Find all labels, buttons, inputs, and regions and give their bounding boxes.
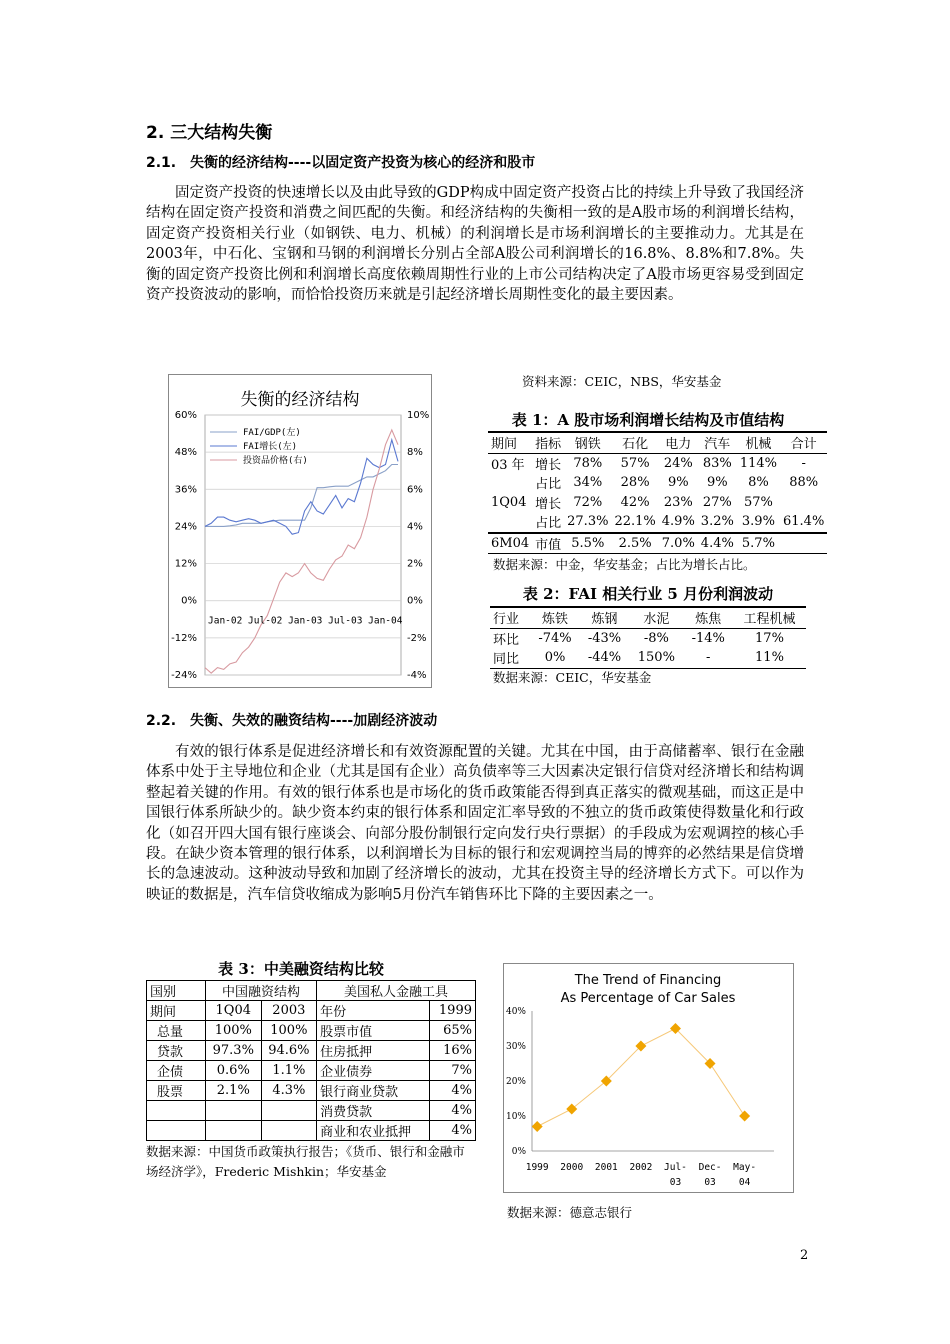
y-axis-tick: 0%	[511, 1147, 526, 1157]
left-axis-tick: 36%	[174, 484, 197, 496]
table3-cell: 1999	[429, 1001, 475, 1021]
table2-cell: 同比	[490, 648, 530, 668]
table3-cell: 65%	[429, 1021, 475, 1041]
table3-cell	[206, 1121, 262, 1141]
table3-cell: 商业和农业抵押	[317, 1121, 430, 1141]
left-axis-tick: 60%	[174, 410, 197, 421]
table2-row	[490, 628, 806, 648]
table3-cell: 4%	[429, 1101, 475, 1121]
table2-cell: -	[684, 648, 733, 668]
table1-cell: 78%	[573, 455, 603, 471]
table1-cell: 占比	[535, 477, 562, 493]
x-axis-tick: 2001	[594, 1162, 618, 1173]
left-axis-tick: 48%	[174, 447, 197, 459]
y-axis-tick: 10%	[505, 1112, 526, 1122]
chart2-source: 数据来源：德意志银行	[507, 1205, 633, 1220]
table1-row	[488, 533, 827, 554]
subsection-number: 2.2.	[146, 713, 177, 729]
table1-cell: 增长	[535, 457, 562, 473]
table2-header-cell: 工程机械	[733, 607, 806, 628]
table1-cell	[488, 512, 532, 533]
table1-cell: 8%	[748, 475, 769, 491]
subsection-title: 失衡的经济结构----以固定资产投资为核心的经济和股市	[190, 155, 536, 171]
table3-row	[147, 1021, 476, 1041]
table3-cell: 总量	[147, 1021, 206, 1041]
right-axis-tick: -2%	[407, 632, 427, 644]
table1-cell: 57%	[743, 494, 773, 510]
table3-cell: 企业债券	[317, 1061, 430, 1081]
table2-cell: 0%	[530, 648, 579, 668]
section-title: 2. 三大结构失衡	[146, 123, 273, 143]
x-axis-tick: 04	[738, 1177, 751, 1188]
table3-cell	[147, 1121, 206, 1141]
table-financing-comparison	[146, 980, 476, 1141]
table1-header-cell: 合计	[780, 432, 827, 453]
table1-cell: 88%	[789, 475, 819, 491]
table3-cell	[206, 1101, 262, 1121]
right-axis-tick: 2%	[407, 558, 423, 570]
series-line	[205, 440, 398, 534]
table2-title: 表 2：FAI 相关行业 5 月份利润波动	[522, 585, 774, 603]
table3-title: 表 3：中美融资结构比较	[218, 960, 384, 978]
table3-cell: 企债	[147, 1061, 206, 1081]
right-axis-tick: 0%	[407, 595, 423, 607]
table3-row	[147, 1101, 476, 1121]
table3-row	[147, 1121, 476, 1141]
table1-cell: 23%	[663, 494, 693, 510]
x-axis-tick: 2000	[560, 1162, 584, 1173]
table3-header-cell: 中国融资结构	[206, 981, 317, 1001]
table3-cell	[261, 1121, 317, 1141]
table3-cell: 2.1%	[206, 1081, 262, 1101]
chart-title-line2: As Percentage of Car Sales	[560, 991, 736, 1006]
table2-cell: 17%	[755, 630, 784, 646]
series-line	[205, 430, 398, 673]
subsection-2-1-heading	[146, 152, 535, 172]
table3-source: 数据来源：中国货币政策执行报告；《货币、银行和金融市场经济学》，Frederic Mishkin；华安基金	[146, 1144, 465, 1179]
table3-header-row	[147, 981, 476, 1001]
x-axis-tick: Dec-	[698, 1162, 722, 1173]
table3-cell: 1.1%	[261, 1061, 317, 1081]
x-axis-tick: 2002	[629, 1162, 653, 1173]
subsection-2-2-heading	[146, 710, 437, 730]
y-axis-tick: 30%	[505, 1042, 526, 1052]
chart-title: 失衡的经济结构	[240, 390, 360, 410]
table1-cell: 27.3%	[567, 514, 609, 530]
table1-cell: 增长	[535, 496, 562, 512]
left-axis-tick: 24%	[174, 521, 197, 533]
left-axis-tick: -12%	[171, 632, 197, 644]
x-axis-tick: 03	[704, 1177, 716, 1188]
x-axis-tick: May-	[733, 1162, 757, 1173]
series-line	[205, 465, 398, 527]
table2-source: 数据来源：CEIC，华安基金	[493, 670, 652, 685]
table1-header-cell: 电力	[659, 432, 698, 453]
legend-label: FAI增长(左)	[243, 442, 298, 452]
left-axis-tick: -24%	[171, 670, 197, 681]
table3-cell: 100%	[206, 1021, 262, 1041]
table1-header-row	[488, 432, 827, 453]
table1-cell: 5.7%	[737, 533, 780, 554]
table1-cell: 2.5%	[611, 533, 658, 554]
table1-cell: 34%	[573, 475, 603, 491]
table3-row	[147, 1041, 476, 1061]
table1-row	[488, 473, 827, 493]
table2-cell: 11%	[733, 648, 806, 668]
right-axis-tick: 4%	[407, 521, 423, 533]
table3-row	[147, 1061, 476, 1081]
table1-cell: 3.2%	[700, 514, 734, 530]
data-point-marker	[532, 1121, 543, 1132]
table2-cell: -74%	[538, 630, 572, 646]
table-fai-profit	[490, 606, 806, 669]
table1-cell	[780, 493, 827, 513]
table1-cell: 28%	[620, 475, 650, 491]
table3-cell: 4.3%	[261, 1081, 317, 1101]
subsection-number: 2.1.	[146, 155, 177, 171]
table-profit-structure	[488, 431, 827, 554]
table1-row	[488, 453, 827, 473]
table2-cell: -44%	[580, 648, 629, 668]
table3-cell: 4%	[429, 1081, 475, 1101]
table1-cell: 03 年	[491, 457, 525, 473]
table3-cell: 住房抵押	[317, 1041, 430, 1061]
x-axis-tick-labels: Jan-02 Jul-02 Jan-03 Jul-03 Jan-04	[208, 615, 403, 627]
table3-period-row	[147, 1001, 476, 1021]
table1-cell: 22.1%	[614, 514, 656, 530]
table1-cell: 57%	[620, 455, 650, 471]
table3-cell: 94.6%	[261, 1041, 317, 1061]
table1-cell	[780, 533, 827, 554]
table1-header-cell: 石化	[611, 432, 658, 453]
table3-cell: 年份	[317, 1001, 430, 1021]
page-number: 2	[800, 1248, 809, 1263]
table2-row	[490, 648, 806, 668]
chart-car-financing-svg	[504, 964, 793, 1192]
table3-cell: 1Q04	[206, 1001, 262, 1021]
table2-header-cell: 行业	[490, 607, 530, 628]
table2-cell: 环比	[493, 632, 520, 648]
table3-cell	[261, 1101, 317, 1121]
table1-cell	[488, 473, 532, 493]
right-axis-tick: 8%	[407, 447, 423, 459]
table2-cell: -43%	[587, 630, 622, 646]
table1-cell: 5.5%	[564, 533, 611, 554]
table1-cell: 6M04	[488, 533, 532, 554]
table1-cell: 3.9%	[741, 514, 775, 530]
table3-cell: 股票市值	[317, 1021, 430, 1041]
table2-header-cell: 炼焦	[684, 607, 733, 628]
table3-cell: 16%	[429, 1041, 475, 1061]
table1-cell: -	[801, 455, 806, 471]
right-axis-tick: 10%	[407, 410, 430, 421]
chart-economic-structure-svg	[169, 375, 431, 687]
table1-cell: 9%	[667, 475, 689, 491]
table1-cell: 24%	[663, 455, 693, 471]
table1-row	[488, 493, 827, 513]
table3-cell: 消费贷款	[317, 1101, 430, 1121]
table1-row	[488, 512, 827, 533]
table2-header-row	[490, 607, 806, 628]
legend-label: FAI/GDP(左)	[243, 428, 301, 438]
left-axis-tick: 12%	[174, 558, 197, 570]
table3-header-cell: 美国私人金融工具	[317, 981, 476, 1001]
table3-cell: 银行商业贷款	[317, 1081, 430, 1101]
table2-header-cell: 水泥	[629, 607, 683, 628]
right-axis-tick: 6%	[407, 484, 423, 496]
chart-economic-structure	[168, 374, 432, 688]
paragraph-financing-structure: 有效的银行体系是促进经济增长和有效资源配置的关键。尤其在中国，由于高储蓄率、银行在金融体系中处于主导地位和企业（尤其是国有企业）高负债率等三大因素决定银行信贷对经济增长和结构调整起着关键的作用。有效的银行体系也是市场化的货币政策能否得到真正落实的微观基础，而这正是中国银行体系所缺少的。缺少资本约束的银行体系和固定汇率导致的不独立的货币政策使得数量化和行政化（如召开四大国有银行座谈会、向部分股份制银行定向发行央行票据）的手段成为宏观调控的核心手段。在缺少资本管理的银行体系，以利润增长为目标的银行和宏观调控当局的博弈的必然结果是信贷增长的急速波动。这种波动导致和加剧了经济增长的波动，尤其在投资主导的经济增长方式下。可以作为映证的数据是，汽车信贷收缩成为影响5月份汽车销售环比下降的主要因素之一。	[146, 744, 804, 903]
table3-header-cell: 国别	[147, 981, 206, 1001]
table1-source: 数据来源：中金，华安基金；占比为增长占比。	[493, 557, 756, 572]
table1-cell: 占比	[535, 516, 562, 532]
paragraph-economic-structure: 固定资产投资的快速增长以及由此导致的GDP构成中固定资产投资占比的持续上升导致了我国经济结构在固定资产投资和消费之间匹配的失衡。和经济结构的失衡相一致的是A股市场的利润增长结构，固定资产投资相关行业（如钢铁、电力、机械）的利润增长是市场利润增长的主要推动力。尤其是在2003年，中石化、宝钢和马钢的利润增长分别占全部A股公司利润增长的16.8%、8.8%和7.8%。失衡的固定资产投资比例和利润增长高度依赖周期性行业的上市公司结构决定了A股市场更容易受到固定资产投资波动的影响，而恰恰投资历来就是引起经济增长周期性变化的最主要因素。	[146, 185, 804, 304]
table3-cell: 贷款	[147, 1041, 206, 1061]
x-axis-tick: 1999	[525, 1162, 549, 1173]
table3-row	[147, 1081, 476, 1101]
subsection-title: 失衡、失效的融资结构----加剧经济波动	[190, 713, 438, 729]
table1-header-cell: 机械	[737, 432, 780, 453]
right-axis-tick: -4%	[407, 670, 427, 681]
table3-cell: 2003	[261, 1001, 317, 1021]
table1-header-cell: 汽车	[698, 432, 737, 453]
table3-cell: 期间	[147, 1001, 206, 1021]
table1-cell: 114%	[739, 455, 777, 471]
table3-cell: 7%	[429, 1061, 475, 1081]
chart-car-financing	[503, 963, 794, 1193]
table1-cell: 61.4%	[783, 514, 825, 530]
x-axis-tick: Jul-	[664, 1162, 687, 1173]
table2-header-cell: 炼铁	[530, 607, 579, 628]
table3-cell: 股票	[147, 1081, 206, 1101]
plot-frame	[205, 415, 401, 675]
table1-cell: 市值	[532, 533, 564, 554]
table3-cell: 97.3%	[206, 1041, 262, 1061]
table3-cell	[147, 1101, 206, 1121]
chart-source: 资料来源：CEIC，NBS，华安基金	[522, 374, 722, 389]
table1-header-cell: 期间	[488, 432, 532, 453]
table1-header-cell: 指标	[532, 432, 564, 453]
legend-label: 投资品价格(右)	[243, 456, 308, 466]
y-axis-tick: 40%	[505, 1007, 526, 1017]
table1-cell: 42%	[620, 494, 650, 510]
table3-cell: 100%	[261, 1021, 317, 1041]
table1-cell: 83%	[702, 455, 732, 471]
chart-title-line1: The Trend of Financing	[574, 973, 722, 988]
table1-cell: 7.0%	[659, 533, 698, 554]
table2-header-cell: 炼钢	[580, 607, 629, 628]
table1-cell: 4.4%	[698, 533, 737, 554]
x-axis-tick: 03	[669, 1177, 682, 1188]
left-axis-tick: 0%	[181, 595, 197, 607]
table3-cell: 4%	[429, 1121, 475, 1141]
table1-header-cell: 钢铁	[564, 432, 611, 453]
table1-cell: 1Q04	[491, 494, 527, 510]
data-point-marker	[739, 1111, 750, 1122]
table1-cell: 72%	[573, 494, 603, 510]
y-axis-tick: 20%	[505, 1077, 526, 1087]
table1-cell: 9%	[707, 475, 728, 491]
table1-title: 表 1：A 股市场利润增长结构及市值结构	[511, 411, 785, 429]
table3-cell: 0.6%	[206, 1061, 262, 1081]
table2-cell: -14%	[691, 630, 725, 646]
table1-cell: 4.9%	[661, 514, 695, 530]
data-point-marker	[566, 1104, 577, 1115]
table2-cell: -8%	[643, 630, 669, 646]
table1-cell: 27%	[702, 494, 732, 510]
table2-cell: 150%	[629, 648, 683, 668]
